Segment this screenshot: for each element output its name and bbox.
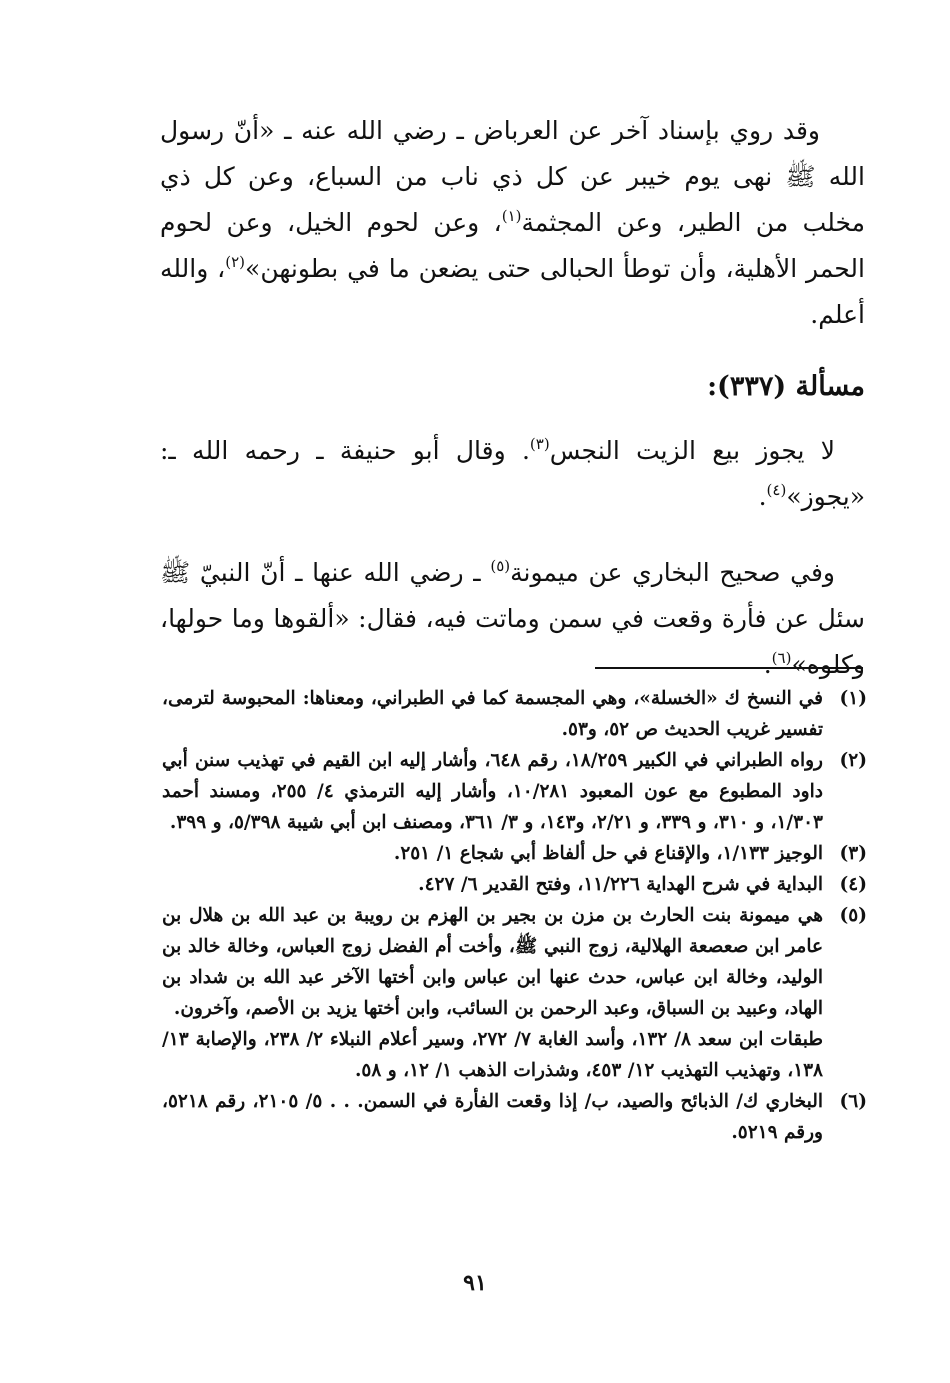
footnote-text: هي ميمونة بنت الحارث بن مزن بن بجير بن الهزم بن رويبة بن عبد الله بن هلال بن عامر ابن صعصعة الهلالية، زوج النبي ﷺ، وأخت أم الفضل زوج العباس، وخالة خالد بن الوليد، وخالة ابن عباس، حدث عنها ابن عباس وابن أختها الآخر عبد الله بن شداد بن الهاد، وعبيد بن السباق، وعبد الرحمن بن السائب، وابن أختها يزيد بن الأصم، وآخرون. (162, 905, 823, 1019)
footnote-ref-1: (١) (501, 207, 522, 225)
footnote-number: (١) (839, 688, 867, 709)
footnote-4 (162, 869, 867, 900)
footnote-1 (162, 683, 867, 745)
paragraph-3-text-b: ـ رضي الله عنها ـ أنّ النبيّ ﷺ سئل عن فأرة وقعت في سمن وماتت فيه، فقال: «ألقوها وما حولها، وكلوه» (160, 558, 865, 679)
footnote-number: (٥) (839, 905, 867, 926)
footnote-text: رواه الطبراني في الكبير ١٨/٢٥٩، رقم ٦٤٨، وأشار إليه ابن القيم في تهذيب سنن أبي داود المطبوع مع عون المعبود ١٠/٢٨١، وأشار إليه الترمذي ٤/ ٢٥٥، ومسند أحمد ١/٣٠٣، و ٣١٠، و ٣٣٩، و ٢/٢١، و١٤٣، و ٣/ ٣٦١، ومصنف ابن أبي شيبة ٥/٣٩٨، و ٣٩٩. (162, 750, 823, 833)
footnote-text: في النسخ ك «الخسلة»، وهي المجسمة كما في الطبراني، ومعناها: المحبوسة لترمى، تفسير غريب الحديث ص ٥٢، و٥٣. (162, 688, 823, 740)
paragraph-1-text: وقد روي بإسناد آخر عن العرباض ـ رضي الله عنه ـ «أنّ رسول الله ﷺ نهى يوم خيبر عن كل ذي ناب من السباع، وعن كل ذي مخلب من الطير، وعن المجثمة (160, 116, 865, 237)
footnote-text: البداية في شرح الهداية ١١/٢٢٦، وفتح القدير ٦/ ٤٢٧. (418, 874, 823, 895)
paragraph-2-text-c: . (758, 482, 767, 511)
footnote-text: البخاري ك/ الذبائح والصيد، ب/ إذا وقعت الفأرة في السمن. . . ٥/ ٢١٠٥، رقم ٥٢١٨، ورقم ٥٢١٩. (162, 1091, 823, 1143)
page-number: ٩١ (463, 1270, 487, 1296)
footnote-number: (٣) (839, 843, 867, 864)
footnote-5 (162, 900, 867, 1024)
footnote-2 (162, 745, 867, 838)
paragraph-2-text-b: . وقال أبو حنيفة ـ رحمه الله ـ: «يجوز» (160, 436, 865, 511)
footnote-separator (595, 667, 863, 669)
paragraph-1-text-c: ، والله أعلم. (160, 254, 865, 329)
main-text (160, 108, 865, 688)
footnote-5-sources: طبقات ابن سعد ٨/ ١٣٢، وأسد الغابة ٧/ ٢٧٢، وسير أعلام النبلاء ٢/ ٢٣٨، والإصابة ١٣/ ١٣٨، وتهذيب التهذيب ١٢/ ٤٥٣، وشذرات الذهب ١/ ١٢، و ٥٨. (162, 1029, 824, 1081)
footnote-text: الوجيز ١/١٣٣، والإقناع في حل ألفاظ أبي شجاع ١/ ٢٥١. (393, 843, 823, 864)
paragraph-3-text-c: . (763, 650, 772, 679)
footnote-ref-6: (٦) (771, 649, 792, 667)
footnote-number: (٢) (839, 750, 867, 771)
footnote-ref-5: (٥) (490, 557, 511, 575)
paragraph-2-text: لا يجوز بيع الزيت النجس (549, 436, 835, 465)
footnote-number: (٦) (839, 1091, 867, 1112)
footnote-ref-4: (٤) (766, 481, 787, 499)
footnote-number: (٤) (839, 874, 867, 895)
footnote-ref-2: (٢) (225, 253, 246, 271)
paragraph-3-text: وفي صحيح البخاري عن ميمونة (510, 558, 836, 587)
paragraph-1 (160, 108, 865, 338)
footnote-6 (162, 1086, 867, 1148)
paragraph-2 (160, 428, 865, 520)
footnotes (162, 683, 867, 1148)
section-heading: مسألة (٣٣٧): (707, 371, 865, 402)
footnote-3 (162, 838, 867, 869)
paragraph-1-text-b: ، وعن لحوم الخيل، وعن لحوم الحمر الأهلية، وأن توطأ الحبالى حتى يضعن ما في بطونهن» (160, 208, 865, 283)
footnote-ref-3: (٣) (529, 435, 550, 453)
